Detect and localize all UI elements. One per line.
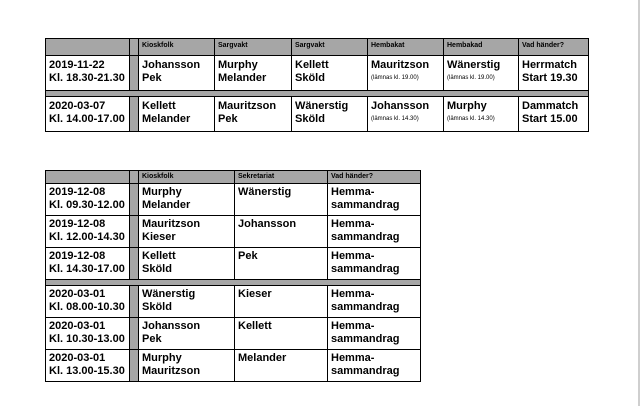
note: (lämnas kl. 19.00) (371, 75, 419, 81)
header-vad-hander: Vad händer? (519, 39, 589, 56)
name: Wänerstig (447, 59, 501, 71)
date-time-cell (46, 216, 130, 248)
event: sammandrag (331, 263, 400, 275)
event: Hemma- (331, 186, 375, 198)
name: Murphy (142, 352, 182, 364)
kiosk-cell (139, 286, 235, 318)
event-cell (328, 318, 421, 350)
name: Melander (142, 113, 191, 125)
date-time-cell (46, 350, 130, 382)
sarg-cell (215, 97, 292, 132)
row-stripe (130, 97, 139, 132)
sekretariat-cell: Johansson (235, 216, 328, 248)
event: sammandrag (331, 231, 400, 243)
date-time-cell (46, 56, 130, 91)
event: Dammatch (522, 100, 579, 112)
tournament-schedule-table (45, 170, 421, 382)
row-stripe (130, 350, 139, 382)
sarg-cell (292, 97, 368, 132)
date: 2020-03-01 (49, 352, 106, 364)
kiosk-cell (139, 56, 215, 91)
table-row (46, 248, 421, 280)
event-cell (328, 286, 421, 318)
event-cell (328, 184, 421, 216)
header-stripe (130, 171, 139, 184)
event-cell (328, 216, 421, 248)
match-schedule-table (45, 38, 589, 132)
header-stripe (130, 39, 139, 56)
kiosk-cell (139, 350, 235, 382)
date: 2019-11-22 (49, 59, 105, 71)
name: Mauritzson (142, 365, 201, 377)
time: Kl. 14.00-17.00 (49, 113, 125, 125)
hembakat-cell (368, 56, 444, 91)
date-time-cell (46, 97, 130, 132)
date-time-cell (46, 318, 130, 350)
note: (lämnas kl. 14.30) (447, 116, 495, 122)
name: Murphy (447, 100, 487, 112)
event-cell (519, 97, 589, 132)
name: Melander (218, 72, 267, 84)
table-row (46, 318, 421, 350)
sarg-cell (215, 56, 292, 91)
table-row (46, 350, 421, 382)
name: Kellett (295, 59, 329, 71)
sekretariat-cell: Wänerstig (235, 184, 328, 216)
row-stripe (130, 56, 139, 91)
name: Wänerstig (142, 288, 196, 300)
kiosk-cell (139, 97, 215, 132)
name: Mauritzson (218, 100, 277, 112)
time: Kl. 09.30-12.00 (49, 199, 125, 211)
date: 2020-03-01 (49, 320, 106, 332)
table-row (46, 184, 421, 216)
name: Murphy (218, 59, 258, 71)
row-stripe (130, 216, 139, 248)
sekretariat-cell: Kieser (235, 286, 328, 318)
table-row (46, 286, 421, 318)
event: sammandrag (331, 301, 400, 313)
event: Start 15.00 (522, 113, 578, 125)
row-stripe (130, 318, 139, 350)
name: Johansson (371, 100, 430, 112)
sekretariat-cell: Kellett (235, 318, 328, 350)
header-sargvakt: Sargvakt (215, 39, 292, 56)
event: sammandrag (331, 199, 400, 211)
table-header-row (46, 171, 421, 184)
date: 2020-03-01 (49, 288, 106, 300)
event: sammandrag (331, 365, 400, 377)
hembakat-cell (368, 97, 444, 132)
header-kioskfolk: Kioskfolk (139, 39, 215, 56)
time: Kl. 13.00-15.30 (49, 365, 125, 377)
name: Kellett (142, 100, 176, 112)
name: Mauritzson (142, 218, 201, 230)
header-hembakat: Hembakat (368, 39, 444, 56)
name: Wänerstig (295, 100, 349, 112)
time: Kl. 12.00-14.30 (49, 231, 125, 243)
name: Pek (218, 113, 238, 125)
event-cell (328, 248, 421, 280)
name: Sköld (142, 263, 172, 275)
header-hembakad: Hembakad (444, 39, 519, 56)
name: Kellett (142, 250, 176, 262)
kiosk-cell (139, 184, 235, 216)
name: Sköld (142, 301, 172, 313)
name: Mauritzson (371, 59, 430, 71)
name: Murphy (142, 186, 182, 198)
note: (lämnas kl. 19.00) (447, 75, 495, 81)
event: Hemma- (331, 352, 375, 364)
name: Sköld (295, 72, 325, 84)
name: Sköld (295, 113, 325, 125)
note: (lämnas kl. 14.30) (371, 116, 419, 122)
hembakad-cell (444, 97, 519, 132)
header-sargvakt: Sargvakt (292, 39, 368, 56)
date: 2019-12-08 (49, 218, 106, 230)
sekretariat-cell: Pek (235, 248, 328, 280)
name: Johansson (142, 59, 201, 71)
date: 2019-12-08 (49, 186, 106, 198)
name: Kieser (142, 231, 176, 243)
table-row (46, 97, 589, 132)
event: Hemma- (331, 250, 375, 262)
event-cell (328, 350, 421, 382)
time: Kl. 14.30-17.00 (49, 263, 125, 275)
date-time-cell (46, 248, 130, 280)
kiosk-cell (139, 216, 235, 248)
date-time-cell (46, 286, 130, 318)
date: 2019-12-08 (49, 250, 106, 262)
name: Melander (142, 199, 191, 211)
name: Pek (142, 333, 162, 345)
kiosk-cell (139, 318, 235, 350)
event: Hemma- (331, 218, 375, 230)
event: sammandrag (331, 333, 400, 345)
row-stripe (130, 286, 139, 318)
time: Kl. 18.30-21.30 (49, 72, 125, 84)
table-row (46, 216, 421, 248)
date: 2020-03-07 (49, 100, 106, 112)
header-kioskfolk: Kioskfolk (139, 171, 235, 184)
row-stripe (130, 184, 139, 216)
hembakad-cell (444, 56, 519, 91)
header-blank (46, 171, 130, 184)
header-vad-hander: Vad händer? (328, 171, 421, 184)
header-blank (46, 39, 130, 56)
event: Hemma- (331, 320, 375, 332)
name: Pek (142, 72, 162, 84)
event-cell (519, 56, 589, 91)
table-row (46, 56, 589, 91)
time: Kl. 08.00-10.30 (49, 301, 125, 313)
event: Hemma- (331, 288, 375, 300)
event: Start 19.30 (522, 72, 578, 84)
sarg-cell (292, 56, 368, 91)
table-header-row (46, 39, 589, 56)
kiosk-cell (139, 248, 235, 280)
event: Herrmatch (522, 59, 578, 71)
time: Kl. 10.30-13.00 (49, 333, 125, 345)
sekretariat-cell: Melander (235, 350, 328, 382)
header-sekretariat: Sekretariat (235, 171, 328, 184)
name: Johansson (142, 320, 201, 332)
date-time-cell (46, 184, 130, 216)
row-stripe (130, 248, 139, 280)
